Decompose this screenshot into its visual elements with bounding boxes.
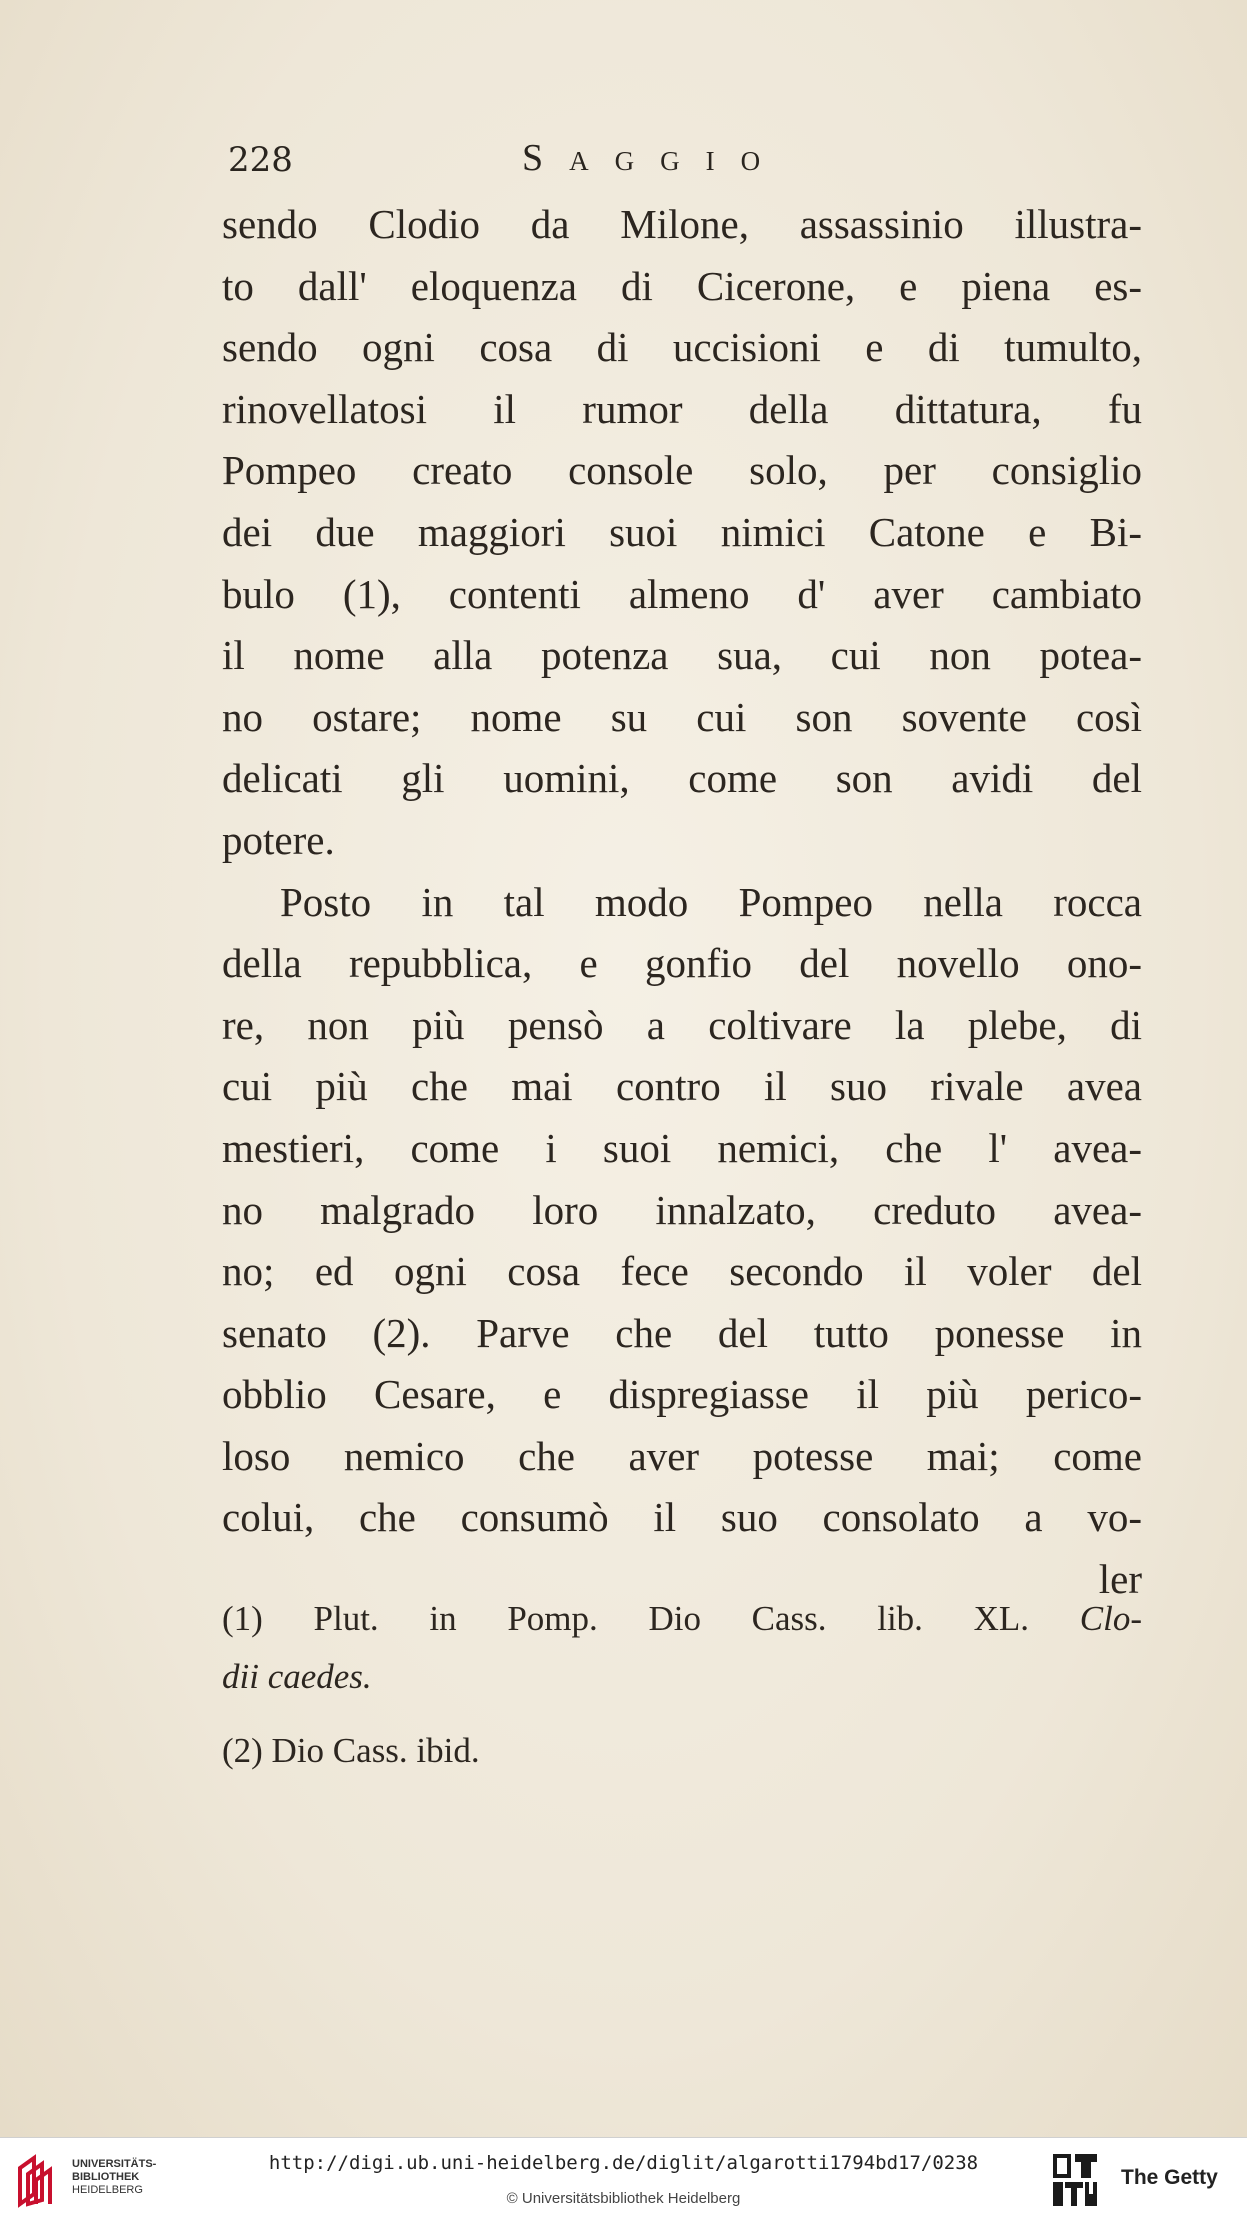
footnote-1-italic: Clo-: [1079, 1599, 1143, 1638]
getty-mark-icon: [1051, 2152, 1101, 2210]
text-line: delicati gli uomini, come son avidi del: [222, 755, 1142, 802]
text-line: sendo ogni cosa di uccisioni e di tumulto,: [222, 324, 1142, 371]
text-line: dei due maggiori suoi nimici Catone e Bi-: [222, 508, 1142, 555]
text-line: obblio Cesare, e dispregiasse il più perico-: [222, 1371, 1142, 1418]
footnote-1-italic-cont: dii caedes.: [222, 1657, 372, 1696]
text-line: Posto in tal modo Pompeo nella rocca: [280, 878, 1142, 925]
getty-name: The Getty: [1121, 2166, 1218, 2189]
library-name-line-2: BIBLIOTHEK: [72, 2171, 140, 2183]
page-number: 228: [228, 140, 293, 180]
viewer-footer: [0, 2137, 1247, 2225]
footnote-1-line-2: [222, 1648, 1142, 1706]
copyright-notice: © Universitätsbibliothek Heidelberg: [506, 2190, 741, 2207]
text-line: potere.: [222, 816, 335, 863]
library-name-line-3: HEIDELBERG: [72, 2184, 143, 2196]
text-line: senato (2). Parve che del tutto ponesse in: [222, 1309, 1142, 1356]
running-title: Saggio: [522, 137, 787, 179]
text-line: loso nemico che aver potesse mai; come: [222, 1432, 1142, 1479]
text-line: mestieri, come i suoi nemici, che l' avea-: [222, 1124, 1142, 1171]
footnote-1-line-1: [222, 1590, 1142, 1648]
text-line: re, non più pensò a coltivare la plebe, di: [222, 1001, 1142, 1048]
text-line: cui più che mai contro il suo rivale avea: [222, 1063, 1142, 1110]
text-line: no; ed ogni cosa fece secondo il voler del: [222, 1248, 1142, 1295]
body-text: [222, 194, 1142, 1611]
footnotes: [222, 1590, 1142, 1780]
library-name-line-1: UNIVERSITÄTS-: [72, 2158, 157, 2170]
text-line: sendo Clodio da Milone, assassinio illustra-: [222, 201, 1142, 247]
text-line: rinovellatosi il rumor della dittatura, fu: [222, 385, 1142, 432]
footnote-1-text: (1) Plut. in Pomp. Dio Cass. lib. XL.: [222, 1599, 1030, 1638]
page-header: [222, 132, 1152, 192]
text-line: colui, che consumò il suo consolato a vo-: [222, 1494, 1142, 1541]
getty-logo[interactable]: [1051, 2152, 1231, 2212]
text-line: bulo (1), contenti almeno d' aver cambiato: [222, 570, 1142, 617]
text-line: no ostare; nome su cui son sovente così: [222, 693, 1142, 740]
text-line: il nome alla potenza sua, cui non potea-: [222, 632, 1142, 679]
footnote-2: (2) Dio Cass. ibid.: [222, 1731, 480, 1770]
permalink-url[interactable]: http://digi.ub.uni-heidelberg.de/diglit/algarotti1794bd17/0238: [268, 2152, 979, 2174]
catchword: ler: [1098, 1556, 1142, 1603]
text-line: Pompeo creato console solo, per consiglio: [222, 447, 1142, 494]
text-line: to dall' eloquenza di Cicerone, e piena es-: [222, 262, 1142, 309]
text-line: della repubblica, e gonfio del novello ono-: [222, 940, 1142, 987]
text-line: no malgrado loro innalzato, creduto avea-: [222, 1186, 1142, 1233]
